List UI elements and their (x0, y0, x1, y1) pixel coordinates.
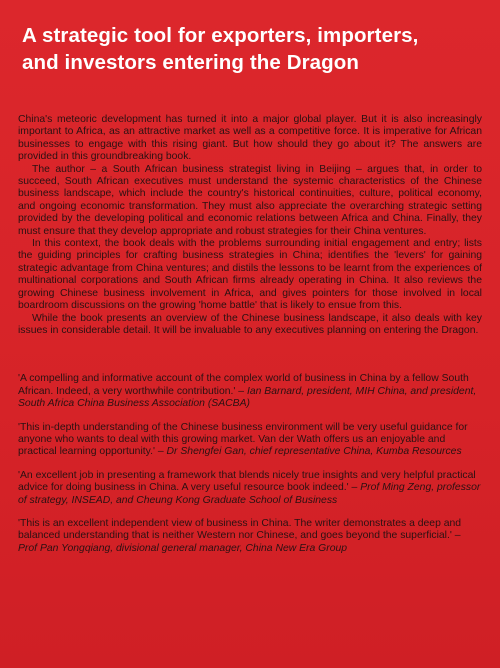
endorsements (18, 373, 482, 555)
endorsement-quote (18, 373, 482, 410)
headline-line-1: A strategic tool for exporters, importers, (22, 24, 419, 47)
endorsement-quote (18, 422, 482, 459)
headline (22, 22, 482, 76)
quote-text: 'A compelling and informative account of the complex world of business in China by a fellow South African. Indeed, a very worthwhile contribution.' – (18, 373, 469, 397)
quote-text: 'This is an excellent independent view of business in China. The writer demonstrates a deep and balanced understanding that is neither Western nor Chinese, and goes beyond the superficial.' – (18, 517, 462, 542)
endorsement-quote (18, 470, 482, 507)
blurb-paragraph: While the book presents an overview of the Chinese business landscape, it also deals with key issues in considerable detail. It will be invaluable to any executives planning on entering the Dragon. (18, 312, 482, 336)
quote-attribution: Prof Ming Zeng, professor of strategy, INSEAD, and Cheung Kong Graduate School of Business (18, 482, 481, 506)
quote-text: 'This in-depth understanding of the Chinese business environment will be very useful guidance for anyone who wants to deal with this growing market. Van der Wath offers us an enjoyable and practical learning opportunity.' – (18, 421, 468, 458)
headline-line-2: and investors entering the Dragon (22, 51, 360, 74)
endorsement-quote (18, 518, 482, 555)
blurb-paragraph: In this context, the book deals with the problems surrounding initial engagement and entry; lists the guiding principles for crafting business strategies in China; identifies the 'levers' for gaining strategic advantage from China ventures; and distils the lessons to be learnt from the experiences of multinational corporations and South African firms already operating in China. It also reviews the growing Chinese business involvement in Africa, and gives pointers for those involved in local boardroom discussions on the growing 'home battle' that is likely to ensue from this. (18, 238, 482, 312)
blurb-paragraph: The author – a South African business strategist living in Beijing – argues that, in order to succeed, South African executives must understand the systemic characteristics of the Chinese business landscape, which include the country's historical continuities, culture, political economy, and ongoing economic transformation. They must also appreciate the overarching strategic setting provided by the developing political and economic relations between Africa and China. Finally, they must ensure that they develop appropriate and robust strategies for their China ventures. (18, 163, 482, 237)
blurb-paragraph: China's meteoric development has turned it into a major global player. But it is also increasingly important to Africa, as an attractive market as well as a competitive force. It is imperative for African businesses to engage with this rising giant. But how should they go about it? The answers are provided in this groundbreaking book. (18, 114, 482, 163)
quote-attribution: Prof Pan Yongqiang, divisional general manager, China New Era Group (18, 542, 348, 554)
quote-attribution: Ian Barnard, president, MIH China, and president, South Africa China Business Association (SACBA) (18, 385, 477, 410)
quote-text: 'An excellent job in presenting a framework that blends nicely true insights and very helpful practical advice for doing business in China. A very useful resource book indeed.' – (18, 469, 476, 494)
blurb (18, 114, 482, 337)
quote-attribution: Dr Shengfei Gan, chief representative China, Kumba Resources (166, 446, 462, 458)
